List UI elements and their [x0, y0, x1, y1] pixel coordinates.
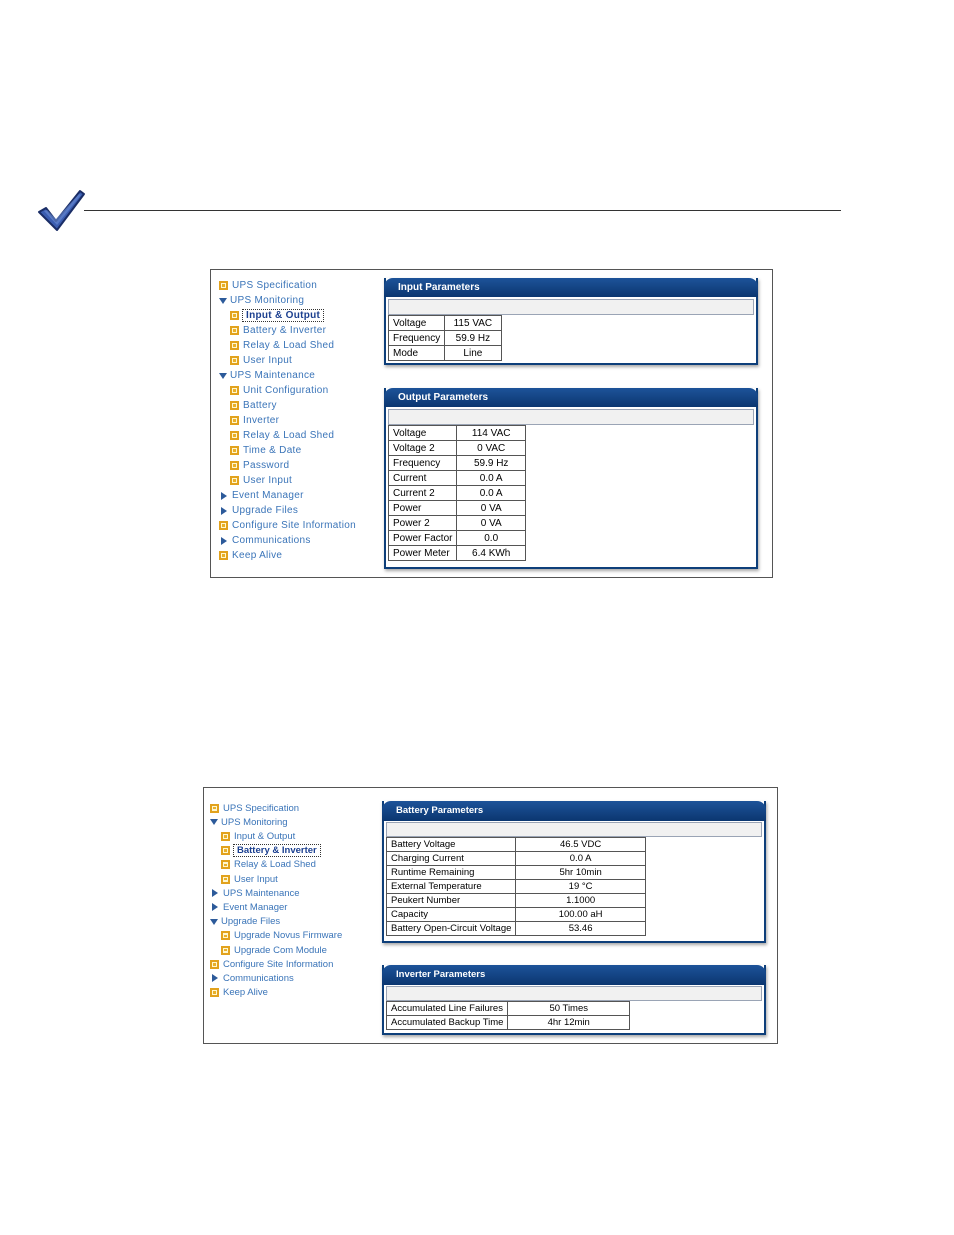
- nav-item-label: Event Manager: [232, 490, 304, 501]
- param-value: 0 VA: [457, 516, 525, 531]
- expand-arrow-icon: [219, 298, 227, 304]
- table-row: [387, 922, 646, 936]
- nav-item-input-and-output[interactable]: [221, 829, 296, 843]
- nav-item-label: Time & Date: [243, 445, 302, 456]
- nav-item-label: Upgrade Novus Firmware: [234, 930, 343, 942]
- param-label: Peukert Number: [387, 894, 516, 908]
- nav-item-event-manager[interactable]: [210, 900, 288, 914]
- checkmark-icon: [36, 188, 86, 234]
- nav-item-label: UPS Maintenance: [223, 887, 300, 899]
- nav-item-label: User Input: [234, 873, 278, 885]
- param-value: 59.9 Hz: [457, 456, 525, 471]
- page-icon: [221, 931, 230, 940]
- param-label: Frequency: [389, 331, 445, 346]
- param-value: 0.0 A: [457, 486, 525, 501]
- inverter-parameters-panel: [382, 965, 766, 1035]
- param-value: 0 VA: [457, 501, 525, 516]
- note-divider: [84, 210, 841, 211]
- nav-item-relay-and-load-shed[interactable]: [230, 428, 335, 443]
- page-icon: [230, 341, 239, 350]
- param-value: 0 VAC: [457, 441, 525, 456]
- nav-item-configure-site-information[interactable]: [219, 518, 357, 533]
- nav-item-battery-and-inverter[interactable]: [230, 323, 327, 338]
- nav-item-ups-maintenance[interactable]: [210, 886, 301, 900]
- param-label: Battery Open-Circuit Voltage: [387, 922, 516, 936]
- nav-item-label: Unit Configuration: [243, 385, 329, 396]
- nav-item-label: Battery & Inverter: [243, 325, 327, 336]
- nav-item-ups-maintenance[interactable]: [219, 368, 316, 383]
- table-row: [387, 1016, 630, 1030]
- nav-item-label: Communications: [223, 972, 294, 984]
- battery-parameters-panel: [382, 801, 766, 943]
- nav-item-relay-and-load-shed[interactable]: [221, 858, 317, 872]
- param-label: External Temperature: [387, 880, 516, 894]
- nav-item-label: Relay & Load Shed: [234, 859, 316, 871]
- nav-item-relay-and-load-shed[interactable]: [230, 338, 335, 353]
- page-icon: [219, 281, 228, 290]
- nav-item-label: Input & Output: [242, 309, 324, 322]
- table-row: [387, 908, 646, 922]
- param-value: 46.5 VDC: [516, 838, 645, 852]
- param-label: Power Factor: [389, 531, 457, 546]
- param-label: Accumulated Line Failures: [387, 1002, 508, 1016]
- nav-item-ups-specification[interactable]: [219, 278, 318, 293]
- collapse-arrow-icon: [212, 903, 218, 911]
- collapse-arrow-icon: [221, 492, 227, 500]
- nav-item-communications[interactable]: [210, 971, 295, 985]
- page-icon: [210, 960, 219, 969]
- param-label: Charging Current: [387, 852, 516, 866]
- param-value: 59.9 Hz: [445, 331, 501, 346]
- param-label: Capacity: [387, 908, 516, 922]
- table-row: [387, 838, 646, 852]
- page-icon: [230, 356, 239, 365]
- table-row: [389, 346, 502, 361]
- nav-item-label: UPS Monitoring: [221, 816, 288, 828]
- nav-item-keep-alive[interactable]: [219, 548, 283, 563]
- nav-item-label: Password: [243, 460, 290, 471]
- param-label: Voltage: [389, 316, 445, 331]
- param-value: 115 VAC: [445, 316, 501, 331]
- nav-item-label: User Input: [243, 355, 293, 366]
- table-row: [389, 426, 526, 441]
- expand-arrow-icon: [210, 819, 218, 825]
- parameters-table: [386, 837, 646, 936]
- nav-item-label: UPS Specification: [223, 802, 300, 814]
- output-parameters-panel: [384, 388, 758, 569]
- page-icon: [219, 551, 228, 560]
- nav-item-label: Upgrade Files: [221, 916, 281, 928]
- nav-item-label: Keep Alive: [223, 987, 268, 999]
- nav-item-event-manager[interactable]: [219, 488, 305, 503]
- nav-item-password[interactable]: [230, 458, 290, 473]
- page-icon: [210, 804, 219, 813]
- nav-item-ups-monitoring[interactable]: [219, 293, 305, 308]
- nav-item-label: Upgrade Com Module: [234, 944, 327, 956]
- param-label: Voltage: [389, 426, 457, 441]
- page-icon: [219, 521, 228, 530]
- nav-item-user-input[interactable]: [221, 872, 279, 886]
- page-icon: [230, 386, 239, 395]
- table-row: [389, 456, 526, 471]
- table-row: [387, 880, 646, 894]
- table-row: [387, 894, 646, 908]
- nav-item-label: Configure Site Information: [223, 958, 334, 970]
- nav-item-label: Event Manager: [223, 901, 288, 913]
- panel-subheader: [388, 409, 754, 425]
- page-icon: [230, 461, 239, 470]
- panel-title: Input Parameters: [384, 278, 758, 297]
- page-icon: [230, 416, 239, 425]
- param-value: 100.00 aH: [516, 908, 645, 922]
- nav-item-upgrade-com-module[interactable]: [221, 943, 328, 957]
- panel-subheader: [388, 299, 754, 315]
- nav-item-user-input[interactable]: [230, 353, 293, 368]
- param-label: Current 2: [389, 486, 457, 501]
- page-icon: [221, 875, 230, 884]
- nav-item-label: UPS Maintenance: [230, 370, 316, 381]
- param-value: 19 °C: [516, 880, 645, 894]
- nav-item-input-and-output[interactable]: [230, 308, 324, 323]
- nav-item-label: Inverter: [243, 415, 280, 426]
- page-icon: [230, 401, 239, 410]
- nav-item-keep-alive[interactable]: [210, 986, 269, 1000]
- param-label: Frequency: [389, 456, 457, 471]
- collapse-arrow-icon: [221, 507, 227, 515]
- nav-item-label: Relay & Load Shed: [243, 340, 335, 351]
- param-value: 1.1000: [516, 894, 645, 908]
- page-icon: [221, 860, 230, 869]
- nav-item-label: Battery: [243, 400, 277, 411]
- nav-item-upgrade-novus-firmware[interactable]: [221, 929, 343, 943]
- table-row: [389, 486, 526, 501]
- nav-item-label: Upgrade Files: [232, 505, 299, 516]
- param-value: 114 VAC: [457, 426, 525, 441]
- page-icon: [230, 446, 239, 455]
- nav-item-ups-monitoring[interactable]: [210, 815, 289, 829]
- param-label: Power: [389, 501, 457, 516]
- param-value: 4hr 12min: [508, 1016, 629, 1030]
- page-icon: [210, 988, 219, 997]
- panel-title: Output Parameters: [384, 388, 758, 407]
- nav-item-label: UPS Monitoring: [230, 295, 305, 306]
- nav-item-label: Battery & Inverter: [233, 844, 321, 857]
- expand-arrow-icon: [210, 919, 218, 925]
- nav-item-time-and-date[interactable]: [230, 443, 303, 458]
- param-value: 53.46: [516, 922, 645, 936]
- param-label: Accumulated Backup Time: [387, 1016, 508, 1030]
- nav-item-battery[interactable]: [230, 398, 278, 413]
- param-value: 0.0 A: [516, 852, 645, 866]
- panel-title: Inverter Parameters: [382, 965, 766, 985]
- collapse-arrow-icon: [212, 974, 218, 982]
- nav-item-label: Keep Alive: [232, 550, 283, 561]
- param-label: Battery Voltage: [387, 838, 516, 852]
- param-label: Current: [389, 471, 457, 486]
- nav-item-ups-specification[interactable]: [210, 801, 300, 815]
- nav-item-label: Input & Output: [234, 830, 296, 842]
- table-row: [389, 441, 526, 456]
- input-parameters-panel: [384, 278, 758, 365]
- param-label: Power Meter: [389, 546, 457, 561]
- panel-title: Battery Parameters: [382, 801, 766, 821]
- param-label: Mode: [389, 346, 445, 361]
- table-row: [387, 866, 646, 880]
- nav-item-label: UPS Specification: [232, 280, 318, 291]
- panel-subheader: [386, 986, 762, 1001]
- table-row: [389, 546, 526, 561]
- nav-item-label: Relay & Load Shed: [243, 430, 335, 441]
- page-icon: [230, 311, 239, 320]
- param-value: 6.4 KWh: [457, 546, 525, 561]
- collapse-arrow-icon: [221, 537, 227, 545]
- param-value: 50 Times: [508, 1002, 629, 1016]
- screenshot-battery-inverter: [203, 787, 778, 1044]
- table-row: [389, 471, 526, 486]
- table-row: [387, 1002, 630, 1016]
- parameters-table: [386, 1001, 630, 1030]
- page-icon: [230, 326, 239, 335]
- nav-item-configure-site-information[interactable]: [210, 957, 334, 971]
- param-value: 0.0 A: [457, 471, 525, 486]
- table-row: [389, 501, 526, 516]
- nav-item-label: Communications: [232, 535, 311, 546]
- page-icon: [221, 846, 230, 855]
- page-icon: [230, 476, 239, 485]
- param-label: Runtime Remaining: [387, 866, 516, 880]
- param-value: 0.0: [457, 531, 525, 546]
- nav-item-user-input[interactable]: [230, 473, 293, 488]
- page-icon: [230, 431, 239, 440]
- table-row: [389, 316, 502, 331]
- nav-item-label: User Input: [243, 475, 293, 486]
- panel-subheader: [386, 822, 762, 837]
- nav-item-label: Configure Site Information: [232, 520, 356, 531]
- parameters-table: [388, 425, 526, 561]
- table-row: [389, 516, 526, 531]
- nav-item-battery-and-inverter[interactable]: [221, 844, 321, 858]
- page-icon: [221, 946, 230, 955]
- nav-item-communications[interactable]: [219, 533, 312, 548]
- parameters-table: [388, 315, 502, 361]
- screenshot-input-output: [210, 269, 773, 578]
- page-icon: [221, 832, 230, 841]
- collapse-arrow-icon: [212, 889, 218, 897]
- param-value: Line: [445, 346, 501, 361]
- nav-item-upgrade-files[interactable]: [210, 915, 281, 929]
- table-row: [389, 331, 502, 346]
- nav-item-upgrade-files[interactable]: [219, 503, 299, 518]
- table-row: [387, 852, 646, 866]
- param-label: Voltage 2: [389, 441, 457, 456]
- nav-item-inverter[interactable]: [230, 413, 280, 428]
- param-label: Power 2: [389, 516, 457, 531]
- table-row: [389, 531, 526, 546]
- nav-item-unit-configuration[interactable]: [230, 383, 329, 398]
- param-value: 5hr 10min: [516, 866, 645, 880]
- expand-arrow-icon: [219, 373, 227, 379]
